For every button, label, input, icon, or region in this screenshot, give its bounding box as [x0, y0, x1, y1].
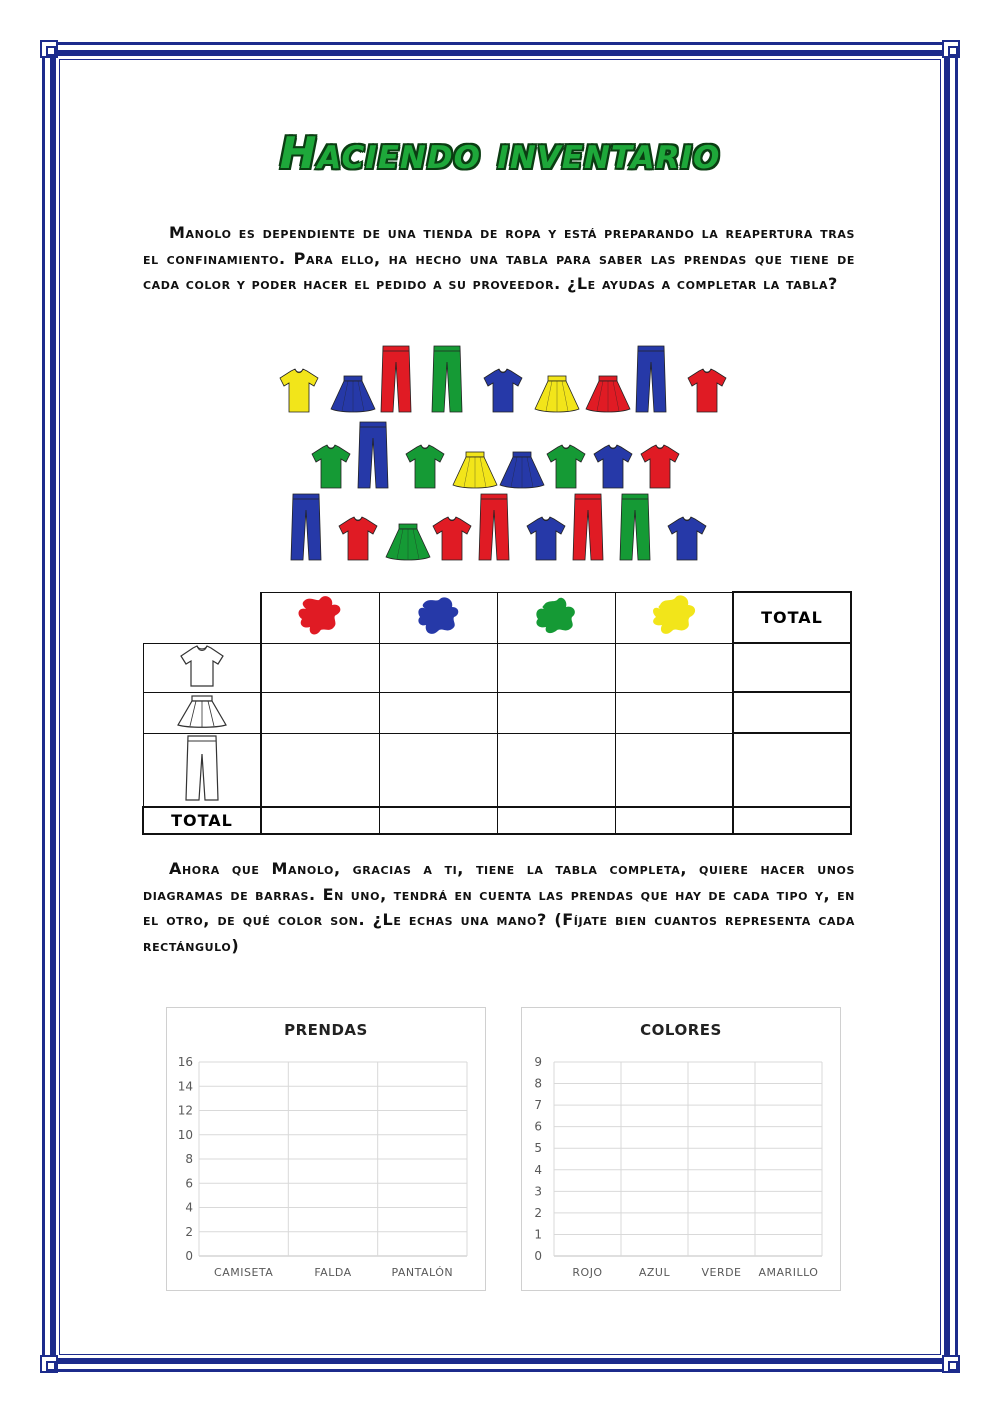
cell-camiseta-verde[interactable]: [497, 643, 615, 692]
camiseta-blue-icon: [482, 368, 524, 414]
table-corner-blank: [143, 592, 261, 643]
y-tick-label: 2: [185, 1224, 193, 1239]
y-tick-label: 6: [534, 1119, 542, 1134]
cell-total-rojo[interactable]: [261, 807, 379, 834]
x-category-label: ROJO: [572, 1266, 603, 1279]
camiseta-red-icon: [431, 516, 473, 562]
pantalon-green-icon: [431, 344, 463, 414]
y-tick-label: 8: [534, 1076, 542, 1091]
intro-paragraph: Manolo es dependiente de una tienda de ropa y está preparando la reapertura tras el confinamiento. Para ello, ha hecho una tabla para saber las prendas que tiene de cada color y poder hacer el pedido a su proveedor. ¿Le ayudas a completar la tabla?: [143, 223, 855, 293]
pantalon-red-icon: [572, 492, 604, 562]
row-header-total: [143, 807, 261, 834]
y-tick-label: 4: [534, 1162, 542, 1177]
falda-blue-icon: [498, 450, 546, 490]
y-tick-label: 6: [185, 1176, 193, 1191]
page-title: Haciendo inventario: [279, 128, 721, 179]
y-tick-label: 16: [177, 1055, 193, 1069]
falda-blue-icon: [329, 374, 377, 414]
camiseta-yellow-icon: [278, 368, 320, 414]
border-corner-ornament: [40, 40, 58, 58]
x-category-label: AZUL: [638, 1266, 671, 1279]
y-tick-label: 7: [534, 1098, 542, 1113]
total-column-label: TOTAL: [761, 608, 823, 627]
falda-yellow-icon: [533, 374, 581, 414]
y-tick-label: 14: [177, 1079, 193, 1094]
chart-prendas-plot[interactable]: [167, 1008, 485, 1290]
cell-pantalon-verde[interactable]: [497, 733, 615, 807]
chart-colores-plot[interactable]: [522, 1008, 840, 1290]
cell-camiseta-azul[interactable]: [379, 643, 497, 692]
chart-colores: [521, 1007, 841, 1291]
chart-colores-title: COLORES: [640, 1021, 722, 1039]
camiseta-red-icon: [337, 516, 379, 562]
x-category-label: AMARILLO: [758, 1266, 819, 1279]
border-corner-ornament: [942, 1355, 960, 1373]
cell-total-amarillo[interactable]: [615, 807, 733, 834]
chart-prendas: [166, 1007, 486, 1291]
pants-outline-icon: [182, 734, 222, 802]
row-header-pantalon: [143, 733, 261, 807]
charts-instructions-paragraph: Ahora que Manolo, gracias a ti, tiene la tabla completa, quiere hacer unos diagramas de barras. En uno, tendrá en cuenta las prendas que hay de cada tipo y, en el otro, de qué color son. ¿Le echas una mano? (Fíjate bien cuantos representa cada rectángulo): [143, 859, 855, 955]
skirt-outline-icon: [174, 693, 230, 729]
cell-falda-amarillo[interactable]: [615, 692, 733, 733]
pantalon-green-icon: [619, 492, 651, 562]
yellow-splash-icon: [644, 593, 704, 639]
y-tick-label: 4: [185, 1200, 193, 1215]
blue-splash-icon: [408, 593, 468, 639]
cell-pantalon-total[interactable]: [733, 733, 851, 807]
header-yellow: [615, 592, 733, 643]
row-header-falda: [143, 692, 261, 733]
row-header-camiseta: [143, 643, 261, 692]
pantalon-red-icon: [380, 344, 412, 414]
pantalon-blue-icon: [635, 344, 667, 414]
tshirt-outline-icon: [177, 644, 227, 688]
cell-pantalon-rojo[interactable]: [261, 733, 379, 807]
y-tick-label: 2: [534, 1205, 542, 1220]
cell-falda-rojo[interactable]: [261, 692, 379, 733]
inventory-table: [142, 591, 852, 835]
cell-camiseta-rojo[interactable]: [261, 643, 379, 692]
cell-total-verde[interactable]: [497, 807, 615, 834]
camiseta-green-icon: [545, 444, 587, 490]
y-tick-label: 9: [534, 1055, 542, 1069]
cell-camiseta-amarillo[interactable]: [615, 643, 733, 692]
y-tick-label: 0: [534, 1249, 542, 1263]
y-tick-label: 0: [185, 1249, 193, 1263]
y-tick-label: 12: [177, 1103, 193, 1118]
x-category-label: VERDE: [701, 1266, 742, 1279]
y-tick-label: 1: [534, 1227, 542, 1242]
falda-yellow-icon: [451, 450, 499, 490]
pantalon-red-icon: [478, 492, 510, 562]
chart-prendas-title: PRENDAS: [284, 1021, 368, 1039]
y-tick-label: 5: [534, 1141, 542, 1156]
camiseta-blue-icon: [592, 444, 634, 490]
y-tick-label: 3: [534, 1184, 542, 1199]
cell-pantalon-amarillo[interactable]: [615, 733, 733, 807]
cell-camiseta-total[interactable]: [733, 643, 851, 692]
clothes-illustration: [260, 340, 740, 570]
red-splash-icon: [290, 593, 350, 639]
cell-pantalon-azul[interactable]: [379, 733, 497, 807]
header-green: [497, 592, 615, 643]
camiseta-green-icon: [404, 444, 446, 490]
green-splash-icon: [526, 593, 586, 639]
camiseta-red-icon: [686, 368, 728, 414]
camiseta-green-icon: [310, 444, 352, 490]
header-red: [261, 592, 379, 643]
x-category-label: CAMISETA: [214, 1266, 274, 1279]
header-blue: [379, 592, 497, 643]
camiseta-blue-icon: [525, 516, 567, 562]
x-category-label: PANTALÓN: [391, 1266, 454, 1279]
cell-total-azul[interactable]: [379, 807, 497, 834]
header-total: [733, 592, 851, 643]
y-tick-label: 10: [177, 1127, 193, 1142]
border-corner-ornament: [942, 40, 960, 58]
cell-falda-azul[interactable]: [379, 692, 497, 733]
x-category-label: FALDA: [314, 1266, 352, 1279]
falda-red-icon: [584, 374, 632, 414]
pantalon-blue-icon: [357, 420, 389, 490]
cell-falda-total[interactable]: [733, 692, 851, 733]
falda-green-icon: [384, 522, 432, 562]
y-tick-label: 8: [185, 1152, 193, 1166]
cell-falda-verde[interactable]: [497, 692, 615, 733]
pantalon-blue-icon: [290, 492, 322, 562]
cell-total-total[interactable]: [733, 807, 851, 834]
camiseta-red-icon: [639, 444, 681, 490]
total-row-label: TOTAL: [171, 810, 233, 830]
border-corner-ornament: [40, 1355, 58, 1373]
camiseta-blue-icon: [666, 516, 708, 562]
